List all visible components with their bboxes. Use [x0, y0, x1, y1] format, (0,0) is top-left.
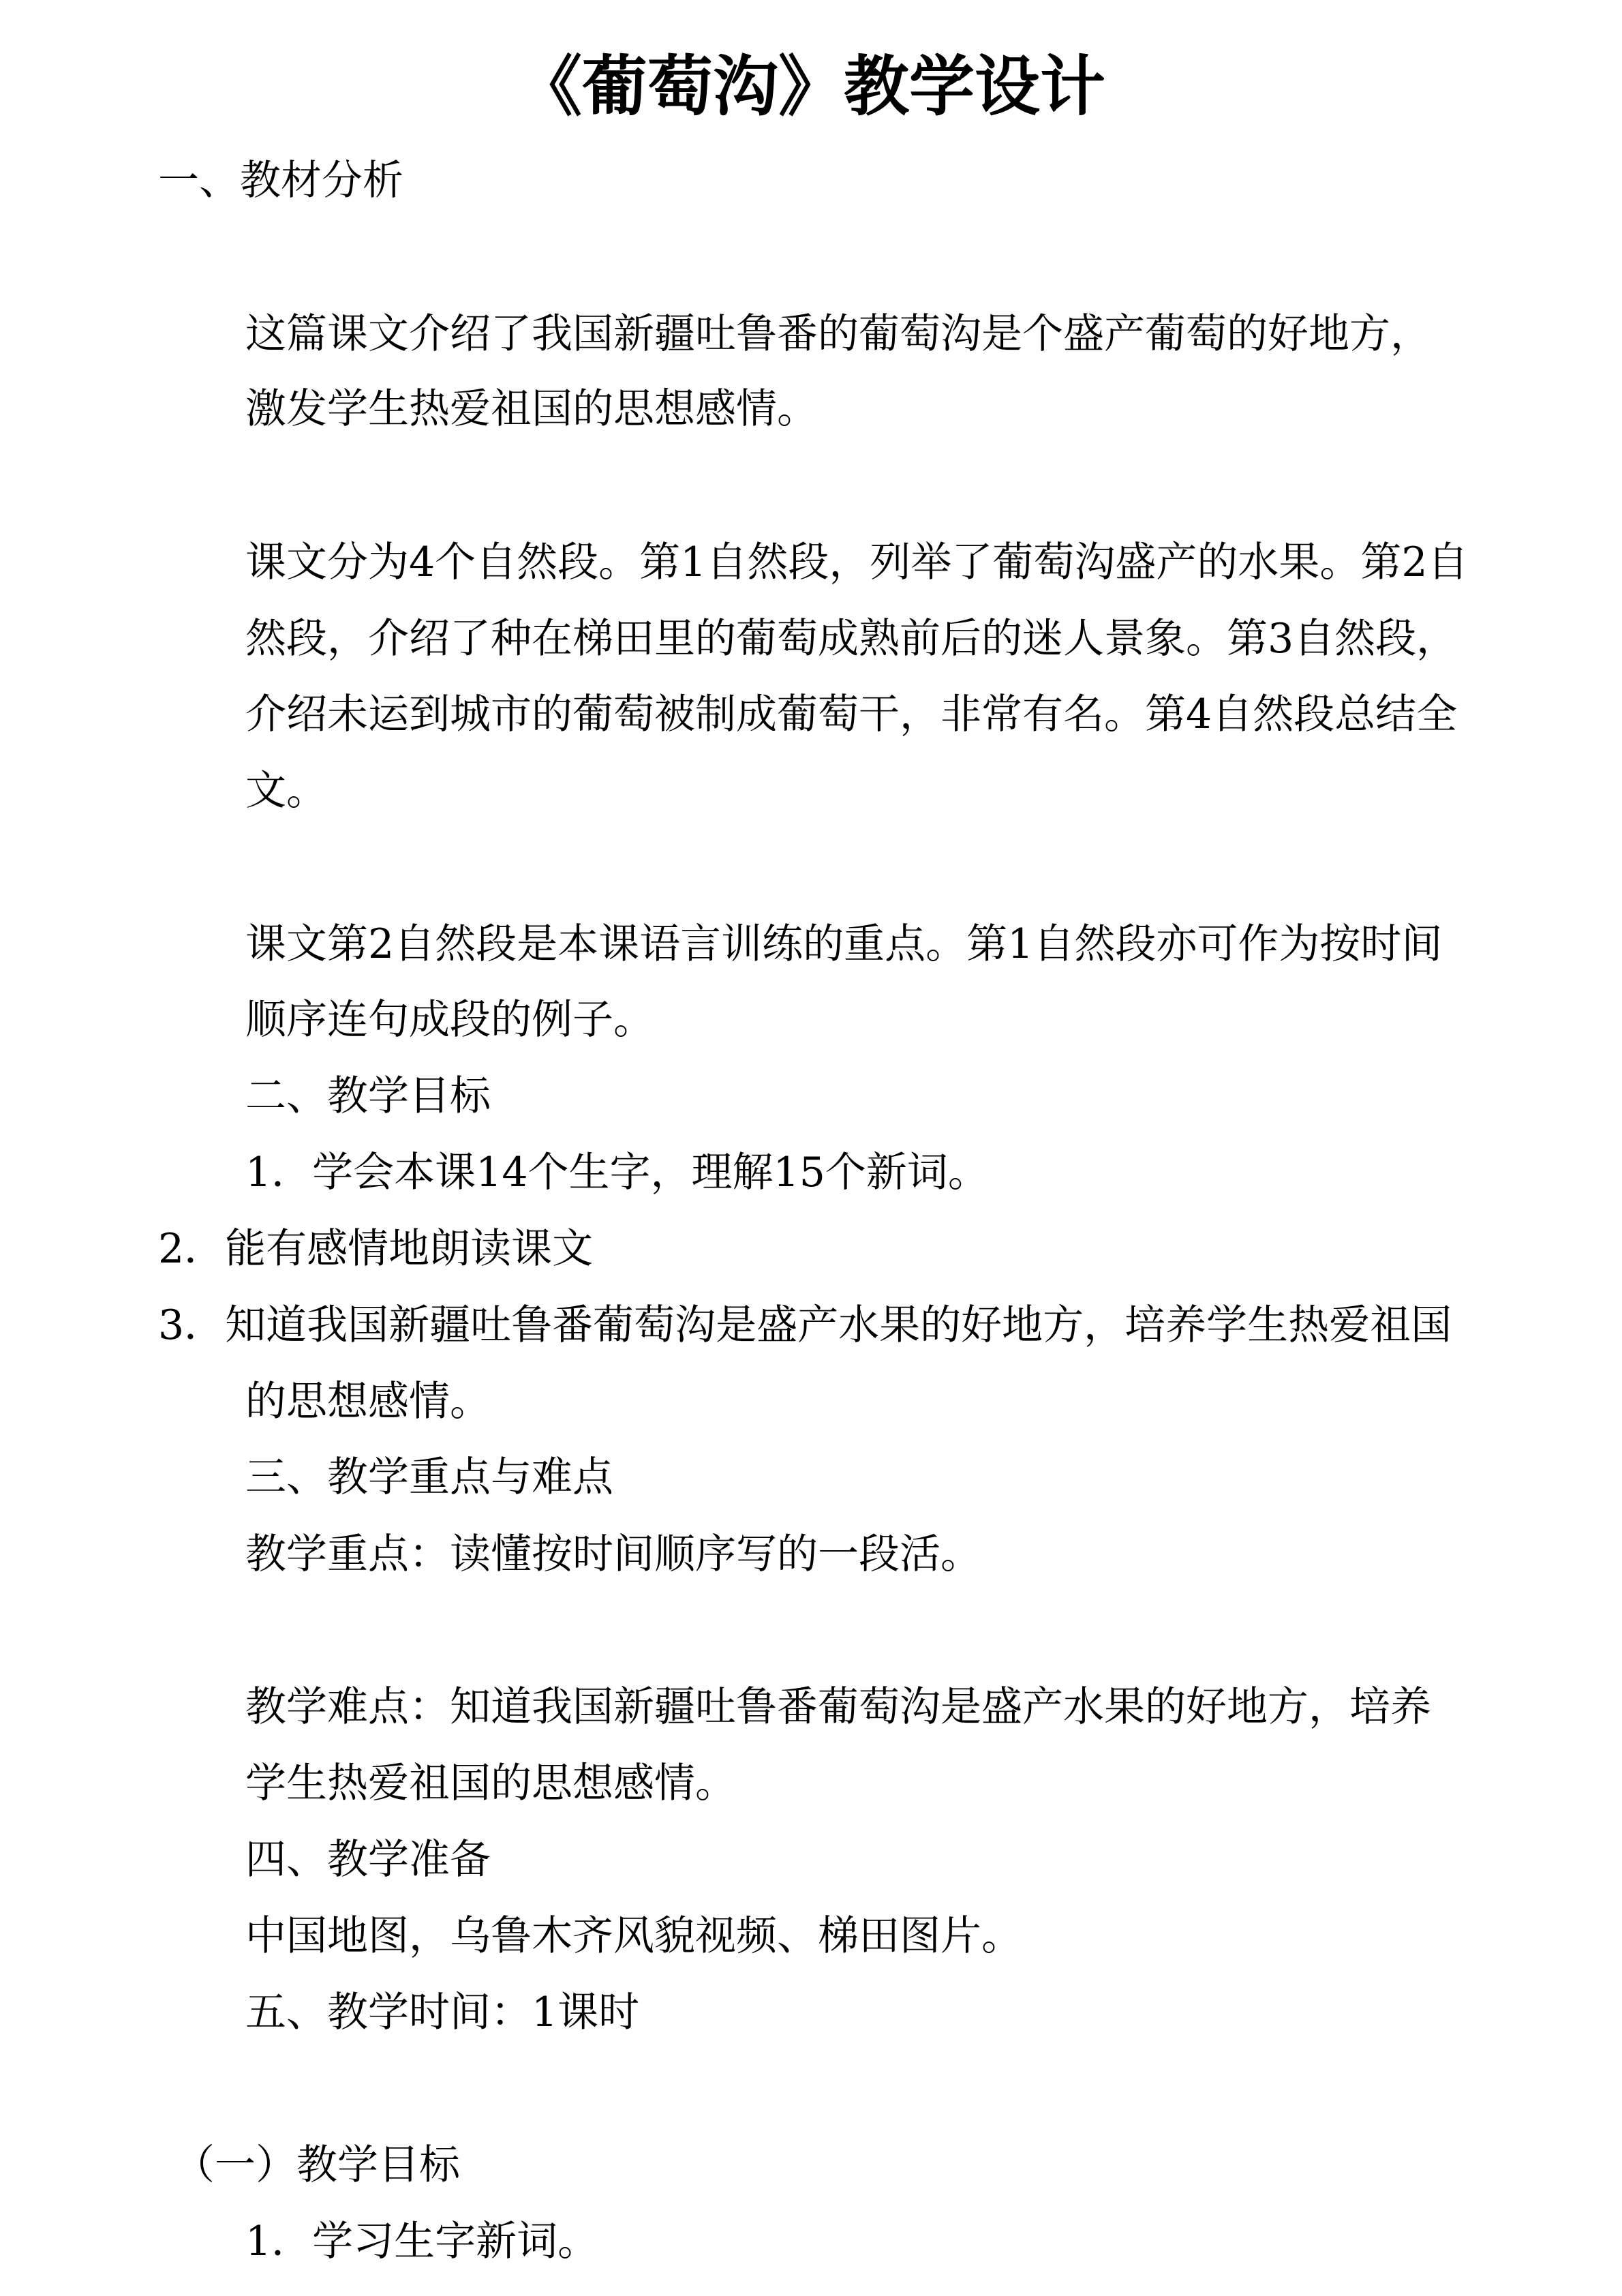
paragraph-line: 然段，介绍了种在梯田里的葡萄成熟前后的迷人景象。第3自然段， — [245, 615, 1458, 663]
list-item: 1．学习生字新词。 — [245, 2218, 599, 2265]
paragraph-line: 课文第2自然段是本课语言训练的重点。第1自然段亦可作为按时间 — [245, 920, 1443, 968]
paragraph-line: 课文分为4个自然段。第1自然段，列举了葡萄沟盛产的水果。第2自 — [245, 539, 1469, 586]
list-item-continuation: 的思想感情。 — [245, 1378, 491, 1425]
list-item: 3．知道我国新疆吐鲁番葡萄沟是盛产水果的好地方，培养学生热爱祖国 — [158, 1301, 1452, 1349]
section-heading-preparation: 四、教学准备 — [245, 1836, 491, 1884]
subsection-heading: （一）教学目标 — [174, 2141, 460, 2189]
paragraph-line: 这篇课文介绍了我国新疆吐鲁番的葡萄沟是个盛产葡萄的好地方， — [245, 310, 1431, 358]
paragraph-line: 顺序连句成段的例子。 — [245, 996, 654, 1044]
paragraph-line: 介绍未运到城市的葡萄被制成葡萄干，非常有名。第4自然段总结全 — [245, 691, 1458, 738]
document-title: 《葡萄沟》教学设计 — [517, 48, 1105, 125]
list-item: 1．学会本课14个生字，理解15个新词。 — [245, 1149, 989, 1196]
paragraph-line: 中国地图，乌鲁木齐风貌视频、梯田图片。 — [245, 1912, 1022, 1960]
section-heading-time: 五、教学时间：1课时 — [245, 1989, 640, 2036]
section-heading-focus: 三、教学重点与难点 — [245, 1453, 613, 1501]
paragraph-line: 教学重点：读懂按时间顺序写的一段活。 — [245, 1530, 981, 1578]
list-item: 2．能有感情地朗读课文 — [158, 1225, 594, 1273]
paragraph-line: 学生热爱祖国的思想感情。 — [245, 1759, 736, 1807]
paragraph-line: 激发学生热爱祖国的思想感情。 — [245, 385, 818, 433]
paragraph-line: 文。 — [245, 767, 327, 815]
paragraph-line: 教学难点：知道我国新疆吐鲁番葡萄沟是盛产水果的好地方，培养 — [245, 1683, 1431, 1731]
section-heading-analysis: 一、教材分析 — [158, 157, 403, 205]
section-heading-goals: 二、教学目标 — [245, 1072, 491, 1120]
